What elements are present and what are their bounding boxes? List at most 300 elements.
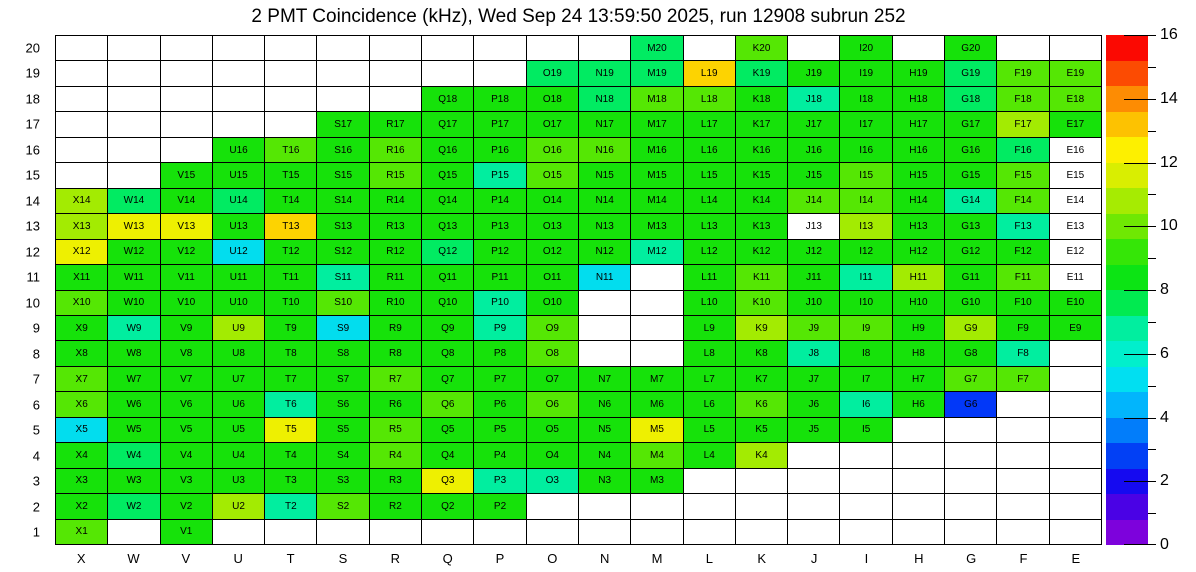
cell-label: P3 [493, 475, 507, 487]
cell-label: M13 [647, 220, 667, 232]
cell-X3 [56, 469, 107, 493]
cell-S7 [317, 367, 368, 391]
cell-H18 [893, 87, 944, 111]
cell-empty [108, 36, 159, 60]
cell-label: P16 [491, 144, 509, 156]
cell-label: U11 [229, 271, 248, 283]
colorbar-band [1106, 163, 1148, 189]
cell-label: N6 [598, 399, 612, 411]
cell-label: H8 [912, 348, 925, 360]
cell-label: K10 [752, 297, 771, 309]
cell-empty [997, 469, 1048, 493]
cell-W14 [108, 189, 159, 213]
cell-O10 [527, 291, 578, 315]
cell-empty [317, 61, 368, 85]
cell-empty [265, 87, 316, 111]
cell-Q10 [422, 291, 473, 315]
cell-I18 [840, 87, 891, 111]
cell-J14 [788, 189, 839, 213]
cell-O4 [527, 443, 578, 467]
cell-S17 [317, 112, 368, 136]
cell-T5 [265, 418, 316, 442]
cell-label: K17 [752, 119, 771, 131]
cell-H12 [893, 240, 944, 264]
y-axis-label-14: 14 [25, 193, 40, 209]
cell-label: N5 [598, 424, 612, 436]
cell-label: V8 [180, 348, 193, 360]
y-axis-label-17: 17 [25, 116, 40, 132]
cell-O11 [527, 265, 578, 289]
colorbar-tick-label-14: 14 [1160, 89, 1178, 107]
cell-label: K20 [752, 42, 771, 54]
cell-label: R12 [386, 246, 405, 258]
cell-empty [161, 138, 212, 162]
cell-label: M17 [647, 119, 667, 131]
cell-empty [893, 469, 944, 493]
cell-J18 [788, 87, 839, 111]
cell-empty [527, 494, 578, 518]
cell-label: V12 [177, 246, 196, 258]
cell-label: R14 [386, 195, 405, 207]
cell-label: S16 [334, 144, 353, 156]
cell-R5 [370, 418, 421, 442]
cell-I9 [840, 316, 891, 340]
cell-O12 [527, 240, 578, 264]
cell-R10 [370, 291, 421, 315]
cell-V6 [161, 392, 212, 416]
cell-empty [56, 87, 107, 111]
cell-E19 [1050, 61, 1101, 85]
cell-empty [265, 36, 316, 60]
cell-U9 [213, 316, 264, 340]
cell-label: S2 [337, 500, 350, 512]
cell-I11 [840, 265, 891, 289]
cell-G11 [945, 265, 996, 289]
cell-empty [840, 469, 891, 493]
cell-L8 [684, 341, 735, 365]
cell-label: T11 [282, 271, 300, 283]
cell-R12 [370, 240, 421, 264]
cell-label: H11 [909, 271, 928, 283]
cell-R3 [370, 469, 421, 493]
cell-empty [56, 163, 107, 187]
cell-label: R6 [389, 399, 402, 411]
cell-W5 [108, 418, 159, 442]
cell-label: G8 [964, 348, 978, 360]
cell-Q16 [422, 138, 473, 162]
cell-empty [840, 443, 891, 467]
cell-label: K15 [752, 169, 771, 181]
colorbar-tick-label-16: 16 [1160, 26, 1178, 43]
cell-label: S6 [337, 399, 350, 411]
cell-J9 [788, 316, 839, 340]
cell-G15 [945, 163, 996, 187]
cell-label: T6 [285, 399, 297, 411]
cell-label: N13 [595, 220, 614, 232]
colorbar-band [1106, 367, 1148, 393]
cell-label: I10 [859, 297, 874, 309]
cell-label: Q7 [441, 373, 455, 385]
cell-O5 [527, 418, 578, 442]
cell-W11 [108, 265, 159, 289]
cell-N16 [579, 138, 630, 162]
colorbar-major-tick [1124, 163, 1156, 164]
cell-V3 [161, 469, 212, 493]
cell-P2 [474, 494, 525, 518]
cell-empty [1050, 443, 1101, 467]
cell-empty [56, 36, 107, 60]
cell-label: Q15 [438, 169, 458, 181]
y-axis-label-18: 18 [25, 91, 40, 107]
x-axis-label-M: M [651, 551, 663, 566]
cell-label: J11 [806, 271, 822, 283]
cell-label: W3 [126, 475, 142, 487]
cell-label: P10 [491, 297, 509, 309]
cell-label: O19 [542, 68, 562, 80]
cell-F17 [997, 112, 1048, 136]
cell-V4 [161, 443, 212, 467]
cell-H19 [893, 61, 944, 85]
cell-F10 [997, 291, 1048, 315]
cell-P10 [474, 291, 525, 315]
cell-J13 [788, 214, 839, 238]
cell-empty [1050, 418, 1101, 442]
cell-label: Q12 [438, 246, 458, 258]
cell-label: Q10 [438, 297, 458, 309]
cell-T13 [265, 214, 316, 238]
cell-V1 [161, 520, 212, 544]
cell-label: G17 [961, 119, 981, 131]
cell-label: E13 [1066, 220, 1085, 232]
cell-P14 [474, 189, 525, 213]
y-axis-label-11: 11 [26, 269, 40, 285]
cell-O18 [527, 87, 578, 111]
cell-label: F12 [1014, 246, 1032, 258]
cell-label: T12 [282, 246, 300, 258]
cell-label: T16 [282, 144, 300, 156]
cell-label: U2 [232, 500, 245, 512]
cell-I12 [840, 240, 891, 264]
cell-label: S17 [334, 119, 353, 131]
cell-empty [631, 316, 682, 340]
cell-G17 [945, 112, 996, 136]
x-axis-label-U: U [233, 551, 243, 566]
cell-label: Q11 [438, 271, 457, 283]
cell-V12 [161, 240, 212, 264]
cell-I8 [840, 341, 891, 365]
cell-label: H10 [909, 297, 928, 309]
cell-label: I12 [859, 246, 874, 258]
cell-empty [108, 138, 159, 162]
colorbar-band [1106, 265, 1148, 291]
colorbar-tick-label-6: 6 [1160, 344, 1169, 362]
cell-I15 [840, 163, 891, 187]
cell-M17 [631, 112, 682, 136]
cell-empty [527, 520, 578, 544]
cell-label: X10 [72, 297, 91, 309]
cell-label: G20 [961, 42, 981, 54]
cell-Q2 [422, 494, 473, 518]
cell-P9 [474, 316, 525, 340]
colorbar-tick-label-0: 0 [1160, 536, 1169, 553]
cell-label: F16 [1014, 144, 1032, 156]
cell-label: P8 [493, 348, 507, 360]
cell-label: S8 [337, 348, 350, 360]
cell-label: K5 [755, 424, 768, 436]
cell-P12 [474, 240, 525, 264]
cell-label: W10 [123, 297, 145, 309]
cell-Q18 [422, 87, 473, 111]
cell-empty [945, 494, 996, 518]
cell-Q6 [422, 392, 473, 416]
cell-T10 [265, 291, 316, 315]
cell-U6 [213, 392, 264, 416]
cell-U10 [213, 291, 264, 315]
y-axis-label-2: 2 [32, 499, 40, 515]
cell-I5 [840, 418, 891, 442]
cell-R14 [370, 189, 421, 213]
cell-U5 [213, 418, 264, 442]
cell-label: I19 [859, 68, 874, 80]
cell-L16 [684, 138, 735, 162]
cell-X11 [56, 265, 107, 289]
cell-label: U12 [229, 246, 248, 258]
cell-empty [631, 291, 682, 315]
cell-R8 [370, 341, 421, 365]
cell-label: J19 [805, 68, 822, 80]
cell-label: K13 [752, 220, 771, 232]
cell-V14 [161, 189, 212, 213]
cell-label: U10 [229, 297, 248, 309]
cell-L17 [684, 112, 735, 136]
cell-empty [997, 520, 1048, 544]
cell-X7 [56, 367, 107, 391]
y-axis-label-1: 1 [32, 524, 40, 540]
cell-J19 [788, 61, 839, 85]
cell-label: L10 [700, 297, 718, 309]
cell-T4 [265, 443, 316, 467]
cell-label: H19 [909, 68, 928, 80]
cell-label: U14 [229, 195, 248, 207]
cell-empty [370, 520, 421, 544]
x-axis-label-E: E [1071, 551, 1081, 566]
cell-label: W9 [126, 322, 142, 334]
cell-label: Q16 [438, 144, 458, 156]
cell-S8 [317, 341, 368, 365]
cell-label: G15 [961, 169, 981, 181]
cell-U13 [213, 214, 264, 238]
cell-empty [893, 443, 944, 467]
cell-I10 [840, 291, 891, 315]
cell-label: R16 [386, 144, 405, 156]
cell-V13 [161, 214, 212, 238]
cell-U2 [213, 494, 264, 518]
cell-X14 [56, 189, 107, 213]
cell-label: Q2 [441, 500, 455, 512]
cell-label: P7 [493, 373, 507, 385]
cell-I20 [840, 36, 891, 60]
cell-empty [788, 494, 839, 518]
cell-P4 [474, 443, 525, 467]
cell-G19 [945, 61, 996, 85]
cell-K19 [736, 61, 787, 85]
cell-J6 [788, 392, 839, 416]
cell-J15 [788, 163, 839, 187]
cell-R7 [370, 367, 421, 391]
cell-label: E14 [1066, 195, 1085, 207]
colorbar-band [1106, 290, 1148, 316]
cell-F14 [997, 189, 1048, 213]
cell-empty [997, 443, 1048, 467]
cell-K10 [736, 291, 787, 315]
cell-X9 [56, 316, 107, 340]
cell-label: O17 [542, 119, 562, 131]
cell-label: W8 [126, 348, 142, 360]
cell-I19 [840, 61, 891, 85]
cell-label: R15 [386, 169, 405, 181]
cell-label: E18 [1066, 93, 1085, 105]
cell-K13 [736, 214, 787, 238]
cell-label: L16 [700, 144, 718, 156]
cell-empty [840, 520, 891, 544]
cell-P3 [474, 469, 525, 493]
cell-label: O8 [545, 348, 559, 360]
y-axis-label-12: 12 [25, 244, 40, 260]
cell-O19 [527, 61, 578, 85]
cell-label: F7 [1017, 373, 1029, 385]
colorbar-tick-label-10: 10 [1160, 217, 1178, 235]
cell-empty [840, 494, 891, 518]
cell-M15 [631, 163, 682, 187]
cell-label: I11 [859, 271, 873, 283]
cell-G9 [945, 316, 996, 340]
cell-label: V15 [177, 169, 196, 181]
cell-label: I14 [859, 195, 874, 207]
cell-label: R3 [389, 475, 402, 487]
cell-W3 [108, 469, 159, 493]
x-axis-label-W: W [127, 551, 140, 566]
cell-G12 [945, 240, 996, 264]
cell-R2 [370, 494, 421, 518]
cell-label: V9 [180, 322, 193, 334]
cell-Q8 [422, 341, 473, 365]
cell-label: O15 [542, 169, 562, 181]
cell-label: X13 [72, 220, 91, 232]
cell-U15 [213, 163, 264, 187]
cell-W9 [108, 316, 159, 340]
y-axis-label-16: 16 [25, 142, 40, 158]
cell-label: R7 [389, 373, 402, 385]
cell-T8 [265, 341, 316, 365]
cell-label: G7 [964, 373, 978, 385]
cell-S12 [317, 240, 368, 264]
cell-T6 [265, 392, 316, 416]
cell-L13 [684, 214, 735, 238]
colorbar-band [1106, 35, 1148, 61]
cell-empty [631, 265, 682, 289]
cell-empty [1050, 392, 1101, 416]
cell-Q12 [422, 240, 473, 264]
cell-label: W2 [126, 500, 142, 512]
cell-J8 [788, 341, 839, 365]
cell-label: M4 [649, 449, 664, 461]
cell-empty [108, 87, 159, 111]
cell-S3 [317, 469, 368, 493]
cell-label: O18 [542, 93, 562, 105]
cell-empty [527, 36, 578, 60]
cell-empty [579, 291, 630, 315]
y-axis-label-13: 13 [25, 218, 40, 234]
cell-label: G10 [961, 297, 981, 309]
cell-label: S14 [334, 195, 353, 207]
cell-empty [422, 36, 473, 60]
colorbar-band [1106, 392, 1148, 418]
cell-P5 [474, 418, 525, 442]
cell-X2 [56, 494, 107, 518]
cell-J7 [788, 367, 839, 391]
cell-I13 [840, 214, 891, 238]
colorbar-band [1106, 316, 1148, 342]
colorbar-minor-tick [1148, 131, 1156, 132]
cell-L12 [684, 240, 735, 264]
cell-label: V7 [180, 373, 193, 385]
cell-label: O16 [542, 144, 562, 156]
cell-G18 [945, 87, 996, 111]
cell-label: J14 [805, 195, 822, 207]
cell-label: T14 [282, 195, 300, 207]
cell-empty [1050, 36, 1101, 60]
cell-label: Q14 [438, 195, 458, 207]
cell-empty [1050, 494, 1101, 518]
x-axis-label-O: O [547, 551, 558, 566]
cell-empty [265, 61, 316, 85]
cell-M6 [631, 392, 682, 416]
x-axis-label-J: J [810, 551, 818, 566]
x-axis-label-P: P [495, 551, 505, 566]
cell-M19 [631, 61, 682, 85]
cell-label: M6 [649, 399, 664, 411]
cell-N18 [579, 87, 630, 111]
cell-T11 [265, 265, 316, 289]
colorbar-band [1106, 418, 1148, 444]
cell-empty [317, 87, 368, 111]
cell-label: V13 [177, 220, 196, 232]
cell-label: X14 [72, 195, 91, 207]
cell-label: O7 [545, 373, 559, 385]
cell-O13 [527, 214, 578, 238]
cell-label: H16 [909, 144, 928, 156]
cell-label: N7 [598, 373, 612, 385]
cell-empty [213, 61, 264, 85]
cell-E14 [1050, 189, 1101, 213]
cell-label: O14 [542, 195, 562, 207]
cell-label: N19 [595, 68, 614, 80]
cell-empty [370, 61, 421, 85]
cell-label: M7 [649, 373, 664, 385]
cell-X12 [56, 240, 107, 264]
cell-label: L7 [703, 373, 715, 385]
cell-label: S9 [337, 322, 350, 334]
cell-K11 [736, 265, 787, 289]
cell-L4 [684, 443, 735, 467]
cell-Q14 [422, 189, 473, 213]
cell-empty [161, 87, 212, 111]
cell-M16 [631, 138, 682, 162]
y-axis-label-20: 20 [25, 40, 40, 56]
cell-label: Q13 [438, 220, 458, 232]
cell-R16 [370, 138, 421, 162]
cell-label: M18 [647, 93, 667, 105]
